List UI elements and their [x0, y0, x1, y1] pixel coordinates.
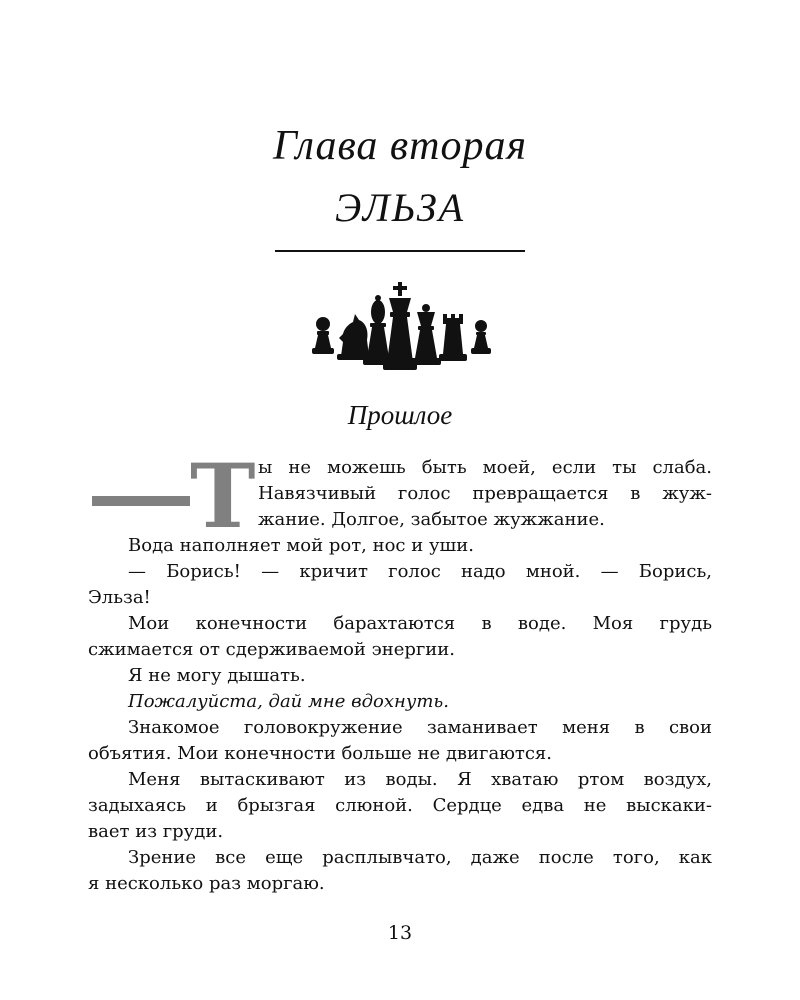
rook-icon [439, 314, 467, 361]
text-line: я несколько раз моргаю. [88, 873, 325, 894]
chapter-subtitle: ЭЛЬЗА [334, 185, 466, 230]
text-line: жание. Долгое, забытое жужжание. [258, 509, 605, 530]
page-number: 13 [387, 922, 413, 944]
king-icon [383, 282, 417, 370]
text-line: Зрение все еще расплывчато, даже после того, как [128, 847, 712, 868]
text-line: Эльза! [88, 587, 151, 608]
text-line: Мои конечности барахтаются в воде. Моя грудь [128, 613, 712, 634]
text-line: Навязчивый голос превращается в жуж- [258, 483, 712, 504]
pawn-icon [312, 317, 334, 354]
drop-cap-letter: Т [190, 444, 256, 548]
body-text [88, 455, 712, 897]
text-line: Я не могу дышать. [128, 665, 306, 686]
text-line: объятия. Мои конечности больше не двигаются. [88, 743, 553, 764]
queen-icon [411, 304, 441, 365]
text-line: задыхаясь и брызгая слюной. Сердце едва не выскаки- [88, 795, 712, 816]
text-line: Меня вытаскивают из воды. Я хватаю ртом воздух, [128, 769, 712, 790]
text-line: ы не можешь быть моей, если ты слаба. [258, 457, 712, 478]
text-line: Знакомое головокружение заманивает меня в свои [128, 717, 712, 738]
text-line: — Борись! — кричит голос надо мной. — Борись, [128, 561, 712, 582]
text-line: Вода наполняет мой рот, нос и уши. [128, 535, 474, 556]
text-line: вает из груди. [88, 821, 224, 842]
text-line: сжимается от сдерживаемой энергии. [88, 639, 456, 660]
section-title: Прошлое [347, 400, 453, 430]
title-rule [275, 250, 525, 252]
knight-icon [337, 314, 371, 360]
chess-pieces-icon [305, 282, 497, 372]
pawn-icon [471, 320, 491, 354]
chapter-title: Глава вторая [272, 123, 527, 169]
text-line: Пожалуйста, дай мне вдохнуть. [128, 691, 449, 712]
